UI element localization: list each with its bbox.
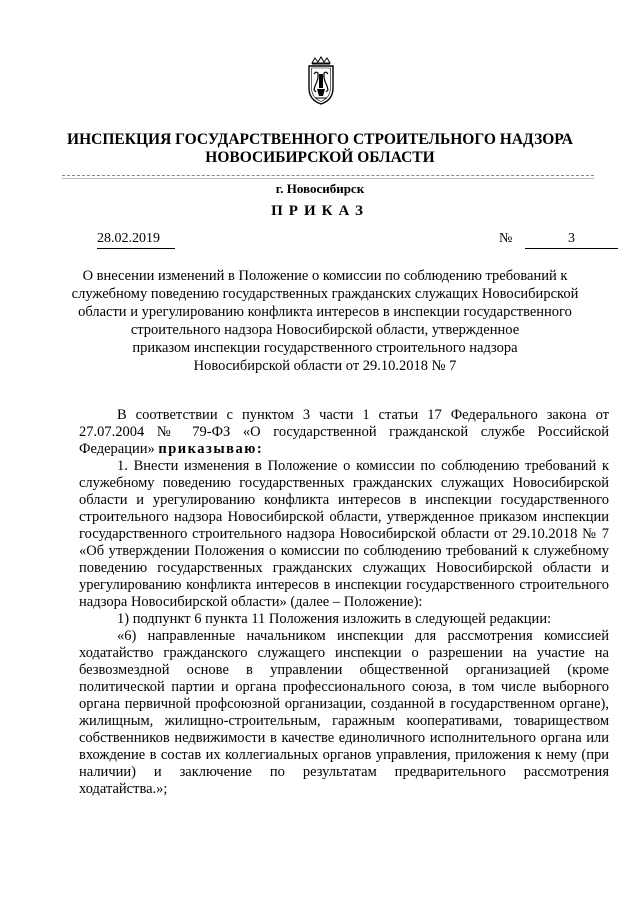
subject-line: служебному поведению государственных гражданских служащих Новосибирской <box>71 286 579 302</box>
order-keyword: приказываю: <box>158 441 264 457</box>
paragraph-quote: «6) направленные начальником инспекции для рассмотрения комиссией ходатайство гражданского служащего инспекции о разрешении на участие на безвозмездной основе в управлении общественной организацией (кроме политической партии и органа профессионального союза, в том числе выборного органа первичной профсоюзной организации, созданной в государственном органе), жилищным, жилищно-строительным, гаражным кооперативами, товариществом собственников недвижимости в качестве единоличного исполнительного органа или вхождение в состав их коллегиальных органов управления, приложения к нему (при наличии) и заключение по результатам предварительного рассмотрения ходатайства.»; <box>79 628 609 797</box>
document-type-title: ПРИКАЗ <box>271 203 369 219</box>
preamble-text: В соответствии с пунктом 3 части 1 статьи 17 Федерального закона от 27.07.2004 № 79-ФЗ «О государственной гражданской службе Российской Федерации» <box>79 407 609 457</box>
document-number: 3 <box>525 231 618 249</box>
subject-line: приказом инспекции государственного строительного надзора <box>132 340 518 356</box>
subject-line: строительного надзора Новосибирской области, утвержденное <box>130 322 520 338</box>
document-date: 28.02.2019 <box>97 231 175 249</box>
city-name: г. Новосибирск <box>275 181 365 196</box>
number-sign: № <box>499 231 513 246</box>
document-body <box>79 407 609 798</box>
coat-of-arms-icon <box>303 56 339 106</box>
subject-line: области и урегулированию конфликта интересов в инспекции государственного <box>78 304 572 320</box>
organization-name-line2: НОВОСИБИРСКОЙ ОБЛАСТИ <box>205 149 435 166</box>
paragraph-preamble <box>79 407 609 458</box>
header-separator <box>62 175 594 176</box>
header-separator-thin <box>62 178 594 179</box>
paragraph-item-1: 1. Внести изменения в Положение о комиссии по соблюдению требований к служебному поведению государственных гражданских служащих Новосибирской области и урегулированию конфликта интересов в инспекции государственного строительного надзора Новосибирской области, утвержденное приказом инспекции государственного строительного надзора Новосибирской области от 29.10.2018 № 7 «Об утверждении Положения о комиссии по соблюдению требований к служебному поведению государственных гражданских служащих Новосибирской области и урегулированию конфликта интересов в инспекции государственного строительного надзора Новосибирской области» (далее – Положение): <box>79 458 609 610</box>
organization-name-line1: ИНСПЕКЦИЯ ГОСУДАРСТВЕННОГО СТРОИТЕЛЬНОГО НАДЗОРА <box>67 131 573 148</box>
document-subject <box>60 267 590 375</box>
subject-line: Новосибирской области от 29.10.2018 № 7 <box>193 358 457 374</box>
paragraph-subitem-1: 1) подпункт 6 пункта 11 Положения изложить в следующей редакции: <box>117 611 552 627</box>
subject-line: О внесении изменений в Положение о комиссии по соблюдению требований к <box>82 268 568 284</box>
